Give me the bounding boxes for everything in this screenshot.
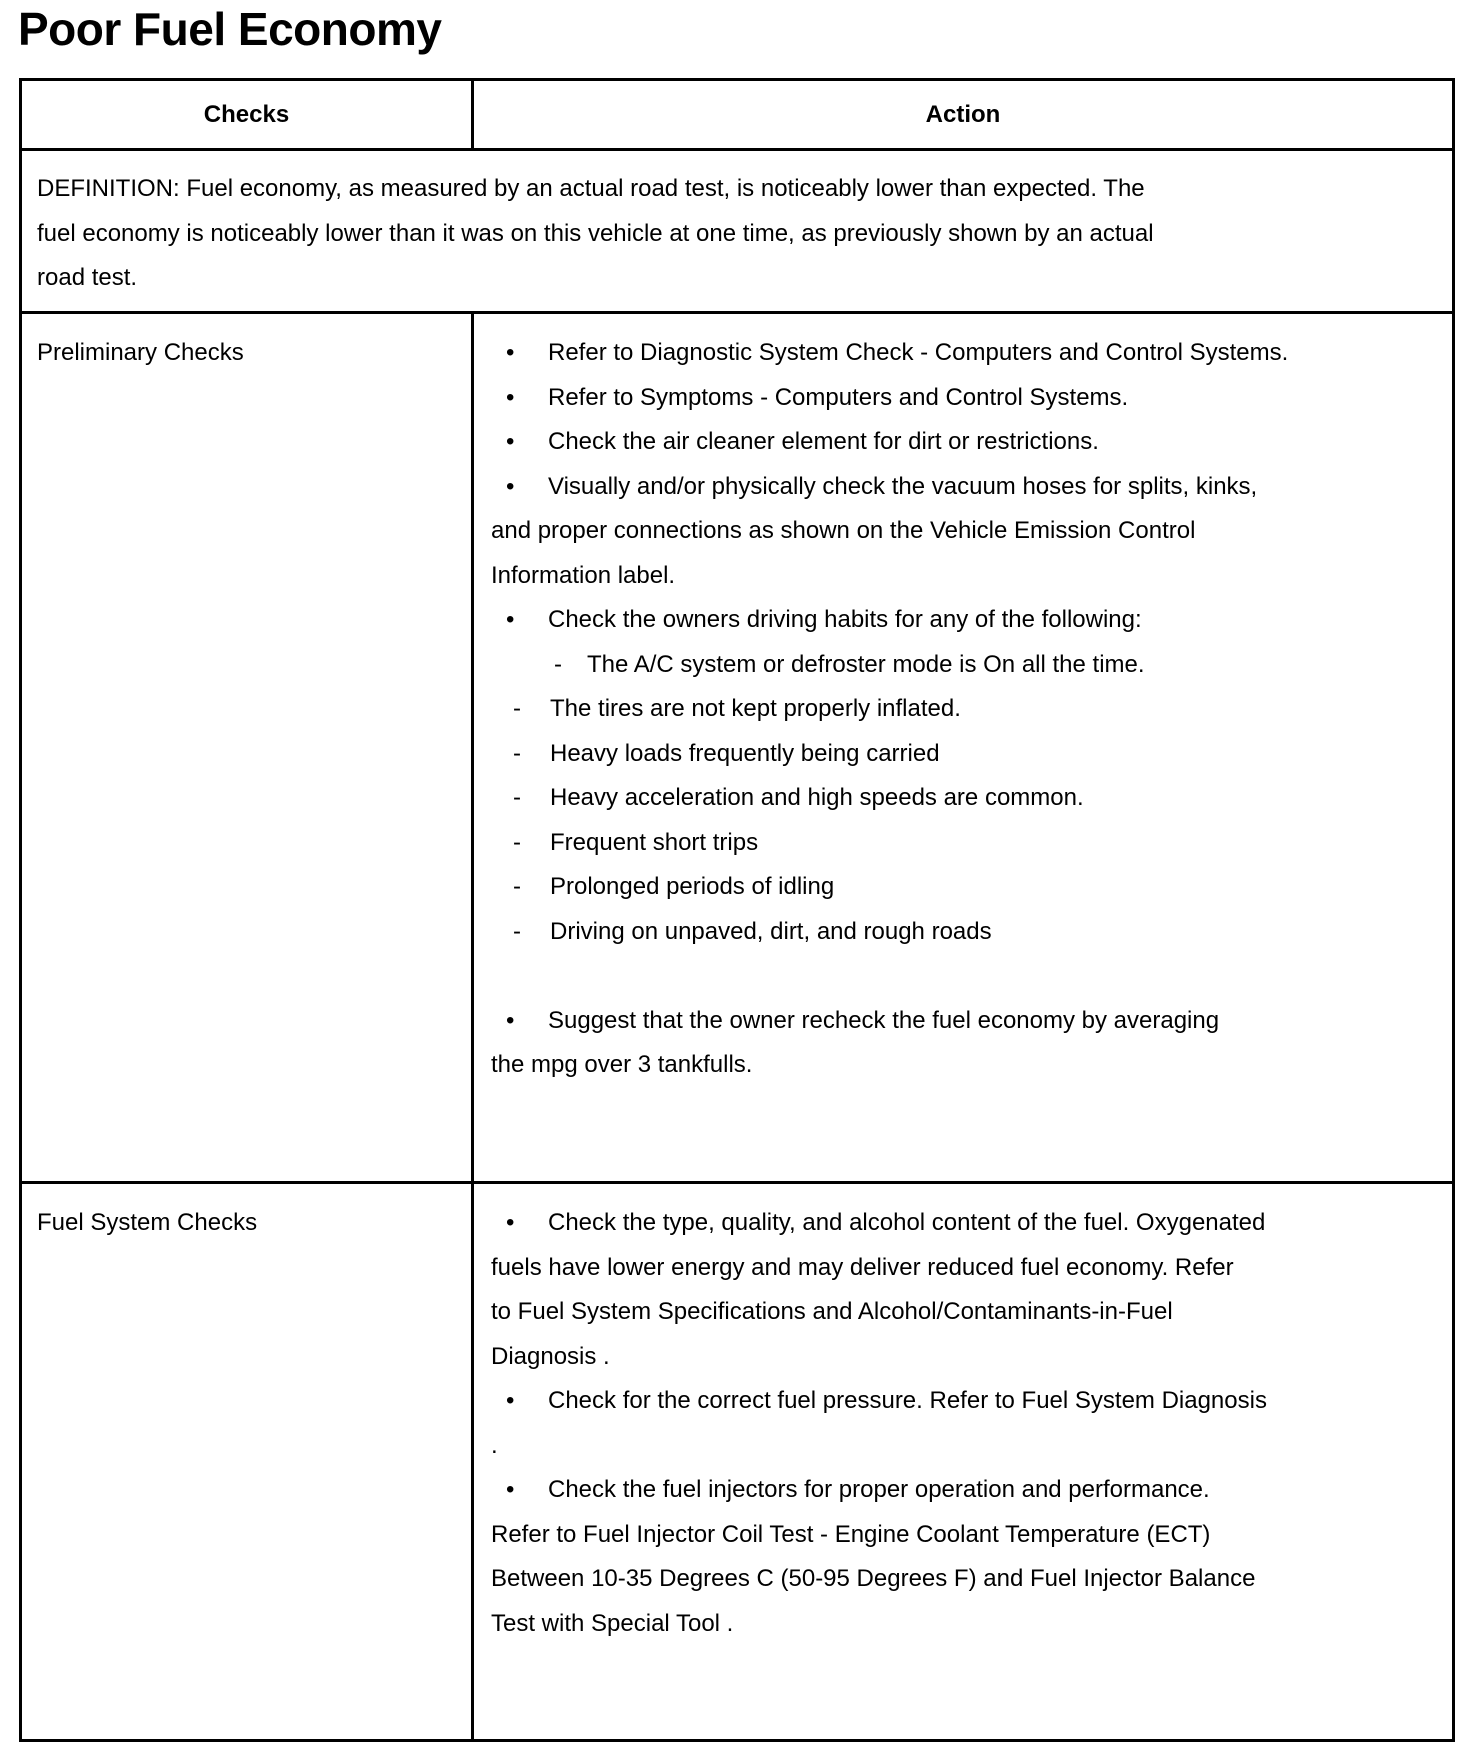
bullet-icon: •: [506, 428, 515, 455]
check-fuel-system: Fuel System Checks: [37, 1209, 258, 1236]
action-line: [474, 554, 1452, 599]
action-text: Refer to Diagnostic System Check - Computers and Control Systems.: [548, 339, 1289, 366]
action-line: [474, 598, 1452, 643]
action-text: Visually and/or physically check the vacuum hoses for splits, kinks,: [548, 472, 1258, 500]
row-divider: [22, 311, 1452, 314]
action-text: .: [491, 1431, 498, 1459]
action-text: Information label.: [491, 561, 676, 589]
action-line: [474, 821, 1452, 866]
dash-icon: -: [513, 739, 521, 767]
action-line: [474, 1468, 1452, 1513]
action-text: to Fuel System Specifications and Alcohol/Contaminants-in-Fuel: [491, 1298, 1173, 1325]
action-text: Check the type, quality, and alcohol content of the fuel. Oxygenated: [548, 1209, 1266, 1236]
action-text: fuels have lower energy and may deliver reduced fuel economy. Refer: [491, 1253, 1234, 1281]
row-divider: [22, 148, 1452, 151]
action-text: Between 10-35 Degrees C (50-95 Degrees F) and Fuel Injector Balance: [491, 1565, 1256, 1592]
column-divider: [471, 81, 474, 148]
action-text: Frequent short trips: [550, 828, 759, 856]
dash-icon: -: [513, 784, 521, 811]
action-text: The A/C system or defroster mode is On all the time.: [587, 650, 1145, 678]
check-preliminary: Preliminary Checks: [37, 339, 244, 366]
action-text: Refer to Fuel Injector Coil Test - Engine Coolant Temperature (ECT): [491, 1520, 1211, 1548]
action-text: Check for the correct fuel pressure. Refer to Fuel System Diagnosis: [548, 1387, 1267, 1414]
bullet-icon: •: [506, 1476, 515, 1503]
action-line: [474, 1201, 1452, 1246]
action-line: [474, 910, 1452, 955]
definition-cell: [37, 167, 1437, 301]
action-text: the mpg over 3 tankfulls.: [491, 1051, 753, 1078]
action-text: Diagnosis .: [491, 1342, 610, 1370]
header-action: Action: [925, 101, 1001, 128]
action-text: Check the air cleaner element for dirt or restrictions.: [548, 428, 1099, 455]
action-line: [474, 1379, 1452, 1424]
definition-line: road test.: [37, 264, 138, 291]
definition-line: DEFINITION: Fuel economy, as measured by an actual road test, is noticeably lower than expected. The: [37, 175, 1145, 202]
action-line: [474, 643, 1452, 688]
action-line: [474, 1290, 1452, 1335]
action-line: [474, 954, 1452, 999]
bullet-icon: •: [506, 1209, 515, 1236]
dash-icon: -: [513, 873, 521, 900]
action-line: [474, 465, 1452, 510]
dash-icon: -: [513, 917, 521, 945]
action-line: [474, 1602, 1452, 1647]
diagnostic-table: [19, 78, 1455, 1742]
action-line: [474, 376, 1452, 421]
bullet-icon: •: [506, 606, 515, 633]
action-text: and proper connections as shown on the Vehicle Emission Control: [491, 517, 1196, 544]
action-line: [474, 331, 1452, 376]
action-line: [474, 999, 1452, 1044]
action-line: [474, 1424, 1452, 1469]
action-text: Suggest that the owner recheck the fuel economy by averaging: [548, 1006, 1220, 1034]
dash-icon: -: [554, 650, 562, 678]
bullet-icon: •: [506, 383, 515, 411]
action-line: [474, 732, 1452, 777]
bullet-icon: •: [506, 1387, 515, 1414]
action-line: [474, 1557, 1452, 1602]
bullet-icon: •: [506, 1006, 515, 1034]
header-checks: Checks: [203, 101, 290, 128]
action-line: [474, 1246, 1452, 1291]
action-line: [474, 1335, 1452, 1380]
bullet-icon: •: [506, 472, 515, 500]
action-line: [474, 1513, 1452, 1558]
action-fuel-system: [474, 1201, 1452, 1646]
dash-icon: -: [513, 828, 521, 856]
dash-icon: -: [513, 695, 521, 722]
action-line: [474, 687, 1452, 732]
action-text: The tires are not kept properly inflated.: [550, 695, 961, 722]
action-text: Check the owners driving habits for any of the following:: [548, 606, 1142, 633]
action-line: [474, 420, 1452, 465]
bullet-icon: •: [506, 339, 515, 366]
action-text: Prolonged periods of idling: [550, 873, 835, 900]
action-text: Driving on unpaved, dirt, and rough roads: [550, 917, 992, 945]
action-line: [474, 1043, 1452, 1088]
row-divider: [22, 1181, 1452, 1184]
action-text: Test with Special Tool .: [491, 1609, 734, 1637]
action-line: [474, 509, 1452, 554]
page-title: Poor Fuel Economy: [18, 3, 442, 55]
action-text: Heavy acceleration and high speeds are common.: [550, 784, 1084, 811]
action-text: Refer to Symptoms - Computers and Control Systems.: [548, 383, 1129, 411]
definition-line: fuel economy is noticeably lower than it was on this vehicle at one time, as previously shown by an actual: [37, 219, 1154, 247]
action-line: [474, 865, 1452, 910]
action-text: Check the fuel injectors for proper operation and performance.: [548, 1476, 1210, 1503]
action-line: [474, 776, 1452, 821]
action-text: Heavy loads frequently being carried: [550, 739, 940, 767]
action-preliminary: [474, 331, 1452, 1088]
